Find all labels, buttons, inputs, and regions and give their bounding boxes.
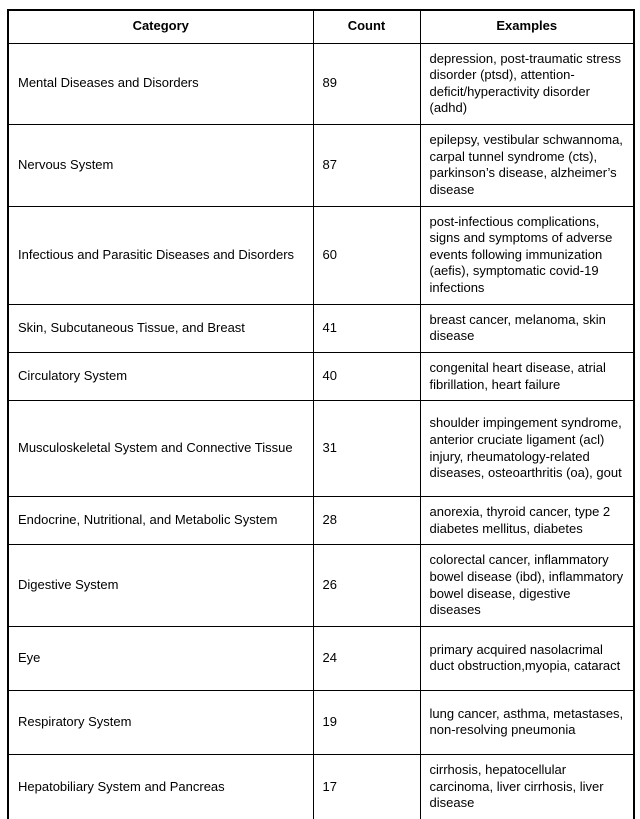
header-category: Category: [8, 10, 313, 43]
cell-count: 41: [313, 304, 420, 352]
header-examples: Examples: [420, 10, 634, 43]
table-row: [8, 401, 634, 497]
cell-count: 26: [313, 545, 420, 627]
disease-category-table: [7, 9, 635, 819]
cell-examples: cirrhosis, hepatocellular carcinoma, liver cirrhosis, liver disease: [420, 754, 634, 819]
cell-count: 24: [313, 626, 420, 690]
cell-count: 40: [313, 352, 420, 400]
cell-count: 19: [313, 690, 420, 754]
cell-examples: post-infectious complications, signs and symptoms of adverse events following immunization (aefis), symptomatic covid-19 infections: [420, 206, 634, 304]
cell-count: 28: [313, 497, 420, 545]
cell-examples: lung cancer, asthma, metastases, non-resolving pneumonia: [420, 690, 634, 754]
cell-category: Endocrine, Nutritional, and Metabolic System: [8, 497, 313, 545]
clipped-caption: [7, 0, 633, 9]
table-header-row: [8, 10, 634, 43]
table-row: [8, 754, 634, 819]
table-row: [8, 690, 634, 754]
cell-count: 87: [313, 125, 420, 207]
cell-category: Skin, Subcutaneous Tissue, and Breast: [8, 304, 313, 352]
cell-examples: shoulder impingement syndrome, anterior cruciate ligament (acl) injury, rheumatology-related diseases, osteoarthritis (oa), gout: [420, 401, 634, 497]
cell-examples: epilepsy, vestibular schwannoma, carpal tunnel syndrome (cts), parkinson’s disease, alzheimer’s disease: [420, 125, 634, 207]
cell-category: Infectious and Parasitic Diseases and Disorders: [8, 206, 313, 304]
cell-category: Circulatory System: [8, 352, 313, 400]
header-count: Count: [313, 10, 420, 43]
cell-examples: depression, post-traumatic stress disorder (ptsd), attention-deficit/hyperactivity disorder (adhd): [420, 43, 634, 125]
cell-examples: breast cancer, melanoma, skin disease: [420, 304, 634, 352]
table-row: [8, 626, 634, 690]
cell-category: Digestive System: [8, 545, 313, 627]
table-row: [8, 43, 634, 125]
table-row: [8, 497, 634, 545]
table-row: [8, 545, 634, 627]
cell-count: 60: [313, 206, 420, 304]
cell-category: Nervous System: [8, 125, 313, 207]
cell-examples: primary acquired nasolacrimal duct obstruction,myopia, cataract: [420, 626, 634, 690]
cell-count: 17: [313, 754, 420, 819]
cell-category: Mental Diseases and Disorders: [8, 43, 313, 125]
cell-count: 89: [313, 43, 420, 125]
table-row: [8, 304, 634, 352]
table-row: [8, 352, 634, 400]
cell-category: Musculoskeletal System and Connective Tissue: [8, 401, 313, 497]
cell-category: Eye: [8, 626, 313, 690]
cell-examples: anorexia, thyroid cancer, type 2 diabetes mellitus, diabetes: [420, 497, 634, 545]
table-row: [8, 125, 634, 207]
table-row: [8, 206, 634, 304]
cell-examples: colorectal cancer, inflammatory bowel disease (ibd), inflammatory bowel disease, digestive diseases: [420, 545, 634, 627]
cell-count: 31: [313, 401, 420, 497]
cell-examples: congenital heart disease, atrial fibrillation, heart failure: [420, 352, 634, 400]
cell-category: Hepatobiliary System and Pancreas: [8, 754, 313, 819]
cell-category: Respiratory System: [8, 690, 313, 754]
